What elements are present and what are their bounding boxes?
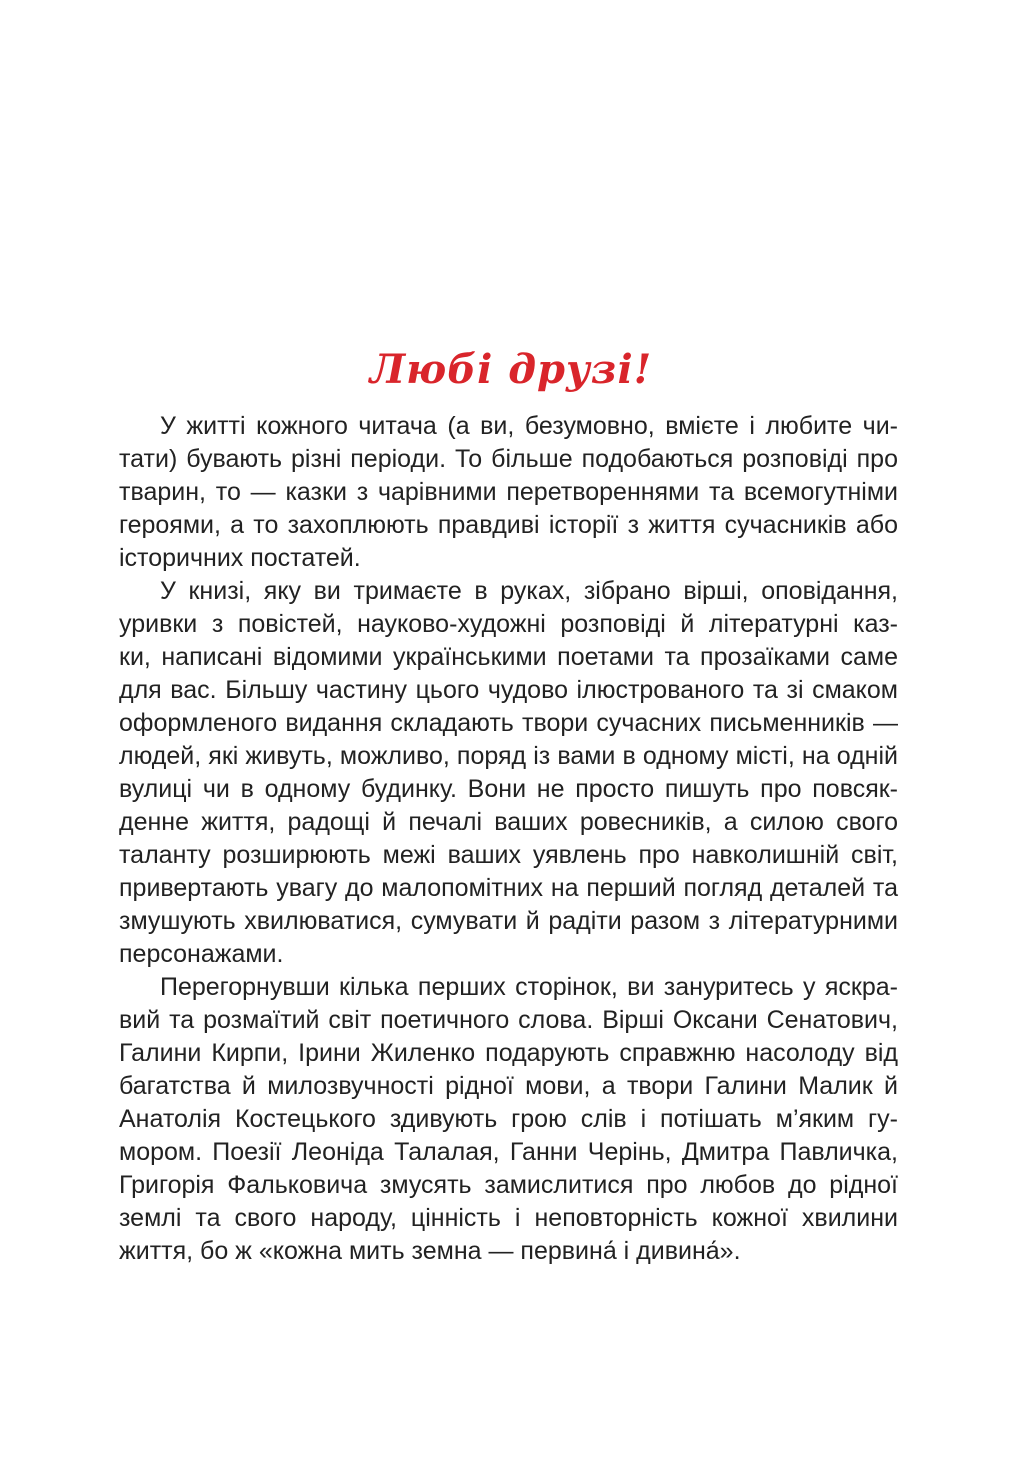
text-line: ки, написані відомими українськими поетами та прозаїками саме xyxy=(119,643,898,671)
text-line: мором. Поезії Леоніда Талалая, Ганни Черінь, Дмитра Павличка, xyxy=(119,1138,898,1166)
text-line: привертають увагу до малопомітних на перший погляд деталей та xyxy=(119,874,898,902)
text-line: таланту розширюють межі ваших уявлень про навколишній світ, xyxy=(119,841,898,869)
text-line: Григорія Фальковича змусять замислитися про любов до рідної xyxy=(119,1171,898,1199)
paragraph-2 xyxy=(78,575,898,971)
text-line: Галини Кирпи, Ірини Жиленко подарують справжню насолоду від xyxy=(119,1039,898,1067)
text-line: людей, які живуть, можливо, поряд із вами в одному місті, на одній xyxy=(119,742,898,770)
text-line: У книзі, яку ви тримаєте в руках, зібрано вірші, оповідання, xyxy=(160,577,898,605)
text-line: життя, бо ж «кожна мить земна — первина́ і дивина́». xyxy=(119,1237,741,1265)
text-line: тварин, то — казки з чарівними перетвореннями та всемогутніми xyxy=(119,478,898,506)
text-line: Анатолія Костецького здивують грою слів і потішать м’яким гу- xyxy=(119,1105,898,1133)
text-line: історичних постатей. xyxy=(119,544,361,572)
text-line: уривки з повістей, науково-художні розповіді й літературні каз- xyxy=(119,610,898,638)
text-line: вулиці чи в одному будинку. Вони не просто пишуть про повсяк- xyxy=(119,775,898,803)
text-line: вий та розмаїтий світ поетичного слова. Вірші Оксани Сенатович, xyxy=(119,1006,898,1034)
text-line: землі та свого народу, цінність і неповторність кожної хвилини xyxy=(119,1204,898,1232)
text-line: тати) бувають різні періоди. То більше подобаються розповіді про xyxy=(119,445,898,473)
paragraph-1 xyxy=(78,410,898,575)
text-line: оформленого видання складають твори сучасних письменників — xyxy=(119,709,898,737)
text-line: для вас. Більшу частину цього чудово ілюстрованого та зі смаком xyxy=(119,676,898,704)
text-line: героями, а то захоплюють правдиві історії з життя сучасників або xyxy=(119,511,898,539)
paragraph-3 xyxy=(78,971,898,1268)
page-body xyxy=(78,410,898,1268)
text-line: змушують хвилюватися, сумувати й радіти разом з літературними xyxy=(119,907,898,935)
text-line: У житті кожного читача (а ви, безумовно, вмієте і любите чи- xyxy=(160,412,898,440)
text-line: Перегорнувши кілька перших сторінок, ви зануритесь у яскра- xyxy=(160,973,898,1001)
text-line: денне життя, радощі й печалі ваших ровесників, а силою свого xyxy=(119,808,898,836)
text-line: персонажами. xyxy=(119,940,284,968)
text-line: багатства й милозвучності рідної мови, а твори Галини Малик й xyxy=(119,1072,898,1100)
page-title: Любі друзі! xyxy=(369,346,653,393)
